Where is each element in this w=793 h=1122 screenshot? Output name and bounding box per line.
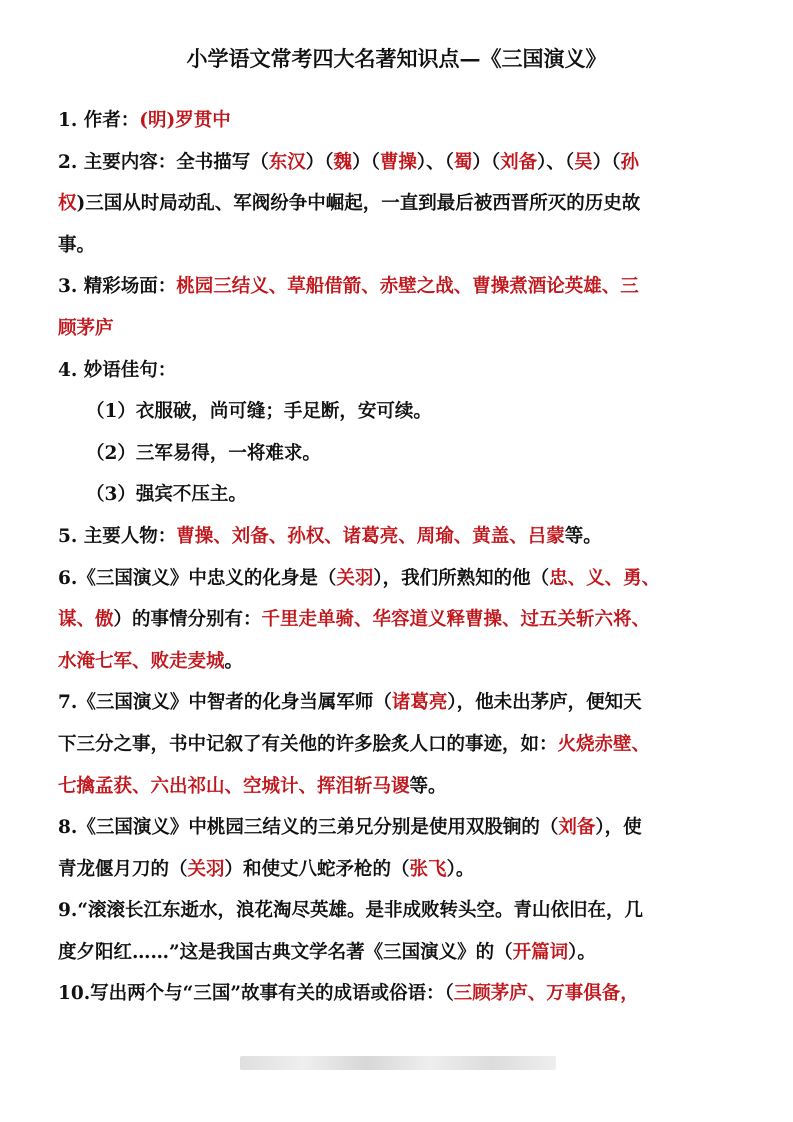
body-text: 下三分之事，书中记叙了有关他的许多脍炙人口的事迹，如： — [58, 733, 558, 755]
answer-text: 水淹七军、败走麦城 — [58, 650, 225, 672]
answer-text: 开篇词 — [512, 941, 569, 963]
answer-text: 三顾茅庐、万事俱备， — [453, 983, 639, 1005]
answer-text: 桃园三结义、草船借箭、赤壁之战、曹操煮酒论英雄、三 — [176, 276, 639, 298]
body-text: ）（ — [592, 151, 621, 173]
knowledge-list — [58, 100, 738, 1015]
body-text: 等。 — [409, 775, 447, 797]
body-text: 度夕阳红……”这是我国古典文学名著《三国演义》的（ — [58, 941, 513, 963]
text-line — [58, 225, 738, 267]
answer-text: 刘备 — [500, 151, 538, 173]
answer-text: (明)罗贯中 — [139, 110, 231, 131]
body-text: ）。 — [446, 858, 475, 880]
body-text: 5. 主要人物： — [58, 525, 177, 547]
text-line — [58, 433, 738, 475]
text-line — [58, 599, 738, 641]
body-text: （2）三军易得，一将难求。 — [86, 442, 321, 464]
body-text: 等。 — [564, 525, 602, 547]
answer-text: 张飞 — [409, 858, 447, 880]
answer-text: 东汉 — [268, 151, 306, 173]
body-text: ）和使丈八蛇矛枪的（ — [224, 858, 410, 880]
answer-text: 顾茅庐 — [58, 317, 114, 339]
body-text: 8.《三国演义》中桃园三结义的三弟兄分别是使用双股锏的（ — [58, 817, 559, 839]
text-line — [58, 350, 738, 392]
text-line — [58, 724, 738, 766]
answer-text: 谋、傲 — [58, 609, 114, 631]
body-text: ）。 — [568, 941, 596, 963]
body-text: ）（ — [472, 151, 501, 173]
blurred-watermark — [240, 1056, 556, 1070]
body-text: ）（ — [305, 151, 334, 173]
body-text: 7.《三国演义》中智者的化身当属军师（ — [58, 692, 392, 714]
answer-text: 刘备 — [558, 817, 596, 839]
answer-text: 吴 — [574, 151, 593, 173]
body-text: ）、（ — [537, 151, 575, 173]
text-line — [58, 142, 738, 184]
answer-text: 火烧赤壁、 — [557, 733, 651, 755]
body-text: 4. 妙语佳句： — [58, 359, 177, 381]
text-line — [58, 849, 738, 891]
body-text: 3. 精彩场面： — [58, 276, 177, 298]
body-text: 9.“滚滚长江东逝水，浪花淘尽英雄。是非成败转头空。青山依旧在，几 — [58, 900, 643, 922]
answer-text: 魏 — [333, 151, 353, 173]
text-line — [58, 641, 738, 683]
text-line — [58, 391, 738, 433]
body-text: ）、（ — [416, 151, 454, 173]
body-text: ），我们所熟知的他（ — [373, 567, 550, 589]
body-text: ）的事情分别有： — [113, 609, 262, 631]
text-line — [58, 890, 738, 932]
article-body — [58, 100, 738, 1032]
text-line — [58, 682, 738, 724]
body-text: ），使 — [595, 817, 642, 839]
answer-text: 千里走单骑、华容道义释曹操、过五关斩六将、 — [261, 609, 651, 631]
body-text: ），他未出茅庐，便知天 — [447, 692, 642, 714]
text-line — [58, 973, 738, 1015]
body-text: ）（ — [352, 151, 380, 173]
text-line — [58, 183, 738, 225]
answer-text: 诸葛亮 — [391, 692, 448, 714]
text-line — [58, 766, 738, 808]
text-line — [58, 474, 738, 516]
text-line — [58, 558, 738, 600]
answer-text: 曹操 — [379, 151, 417, 173]
body-text: 1. 作者： — [58, 110, 140, 131]
text-line — [58, 308, 738, 350]
answer-text: 忠、义、勇、 — [549, 567, 661, 589]
body-text: )三国从时局动乱、军阀纷争中崛起，一直到最后被西晋所灭的历史故 — [76, 193, 641, 215]
text-line — [58, 807, 738, 849]
body-text: 。 — [224, 650, 244, 672]
text-line — [58, 932, 738, 974]
answer-text: 曹操、刘备、孙权、诸葛亮、周瑜、黄盖、吕蒙 — [176, 525, 565, 547]
body-text: （3）强宾不压主。 — [86, 484, 247, 506]
text-line — [58, 516, 738, 558]
body-text: （1）衣服破，尚可缝；手足断，安可续。 — [86, 401, 432, 423]
body-text: 6.《三国演义》中忠义的化身是（ — [58, 567, 337, 589]
body-text: 10.写出两个与“三国”故事有关的成语或俗语：（ — [58, 983, 454, 1005]
answer-text: 关羽 — [336, 567, 374, 589]
text-line — [58, 266, 738, 308]
answer-text: 权 — [58, 193, 77, 215]
answer-text: 关羽 — [187, 858, 225, 880]
body-text: 青龙偃月刀的（ — [58, 858, 188, 880]
text-line — [58, 100, 738, 142]
body-text: 2. 主要内容：全书描写（ — [58, 151, 269, 173]
answer-text: 蜀 — [453, 151, 473, 173]
answer-text: 七擒孟获、六出祁山、空城计、挥泪斩马谡 — [58, 775, 410, 797]
answer-text: 孙 — [620, 151, 639, 173]
body-text: 事。 — [58, 234, 96, 256]
page-title: 小学语文常考四大名著知识点—《三国演义》 — [186, 46, 607, 71]
